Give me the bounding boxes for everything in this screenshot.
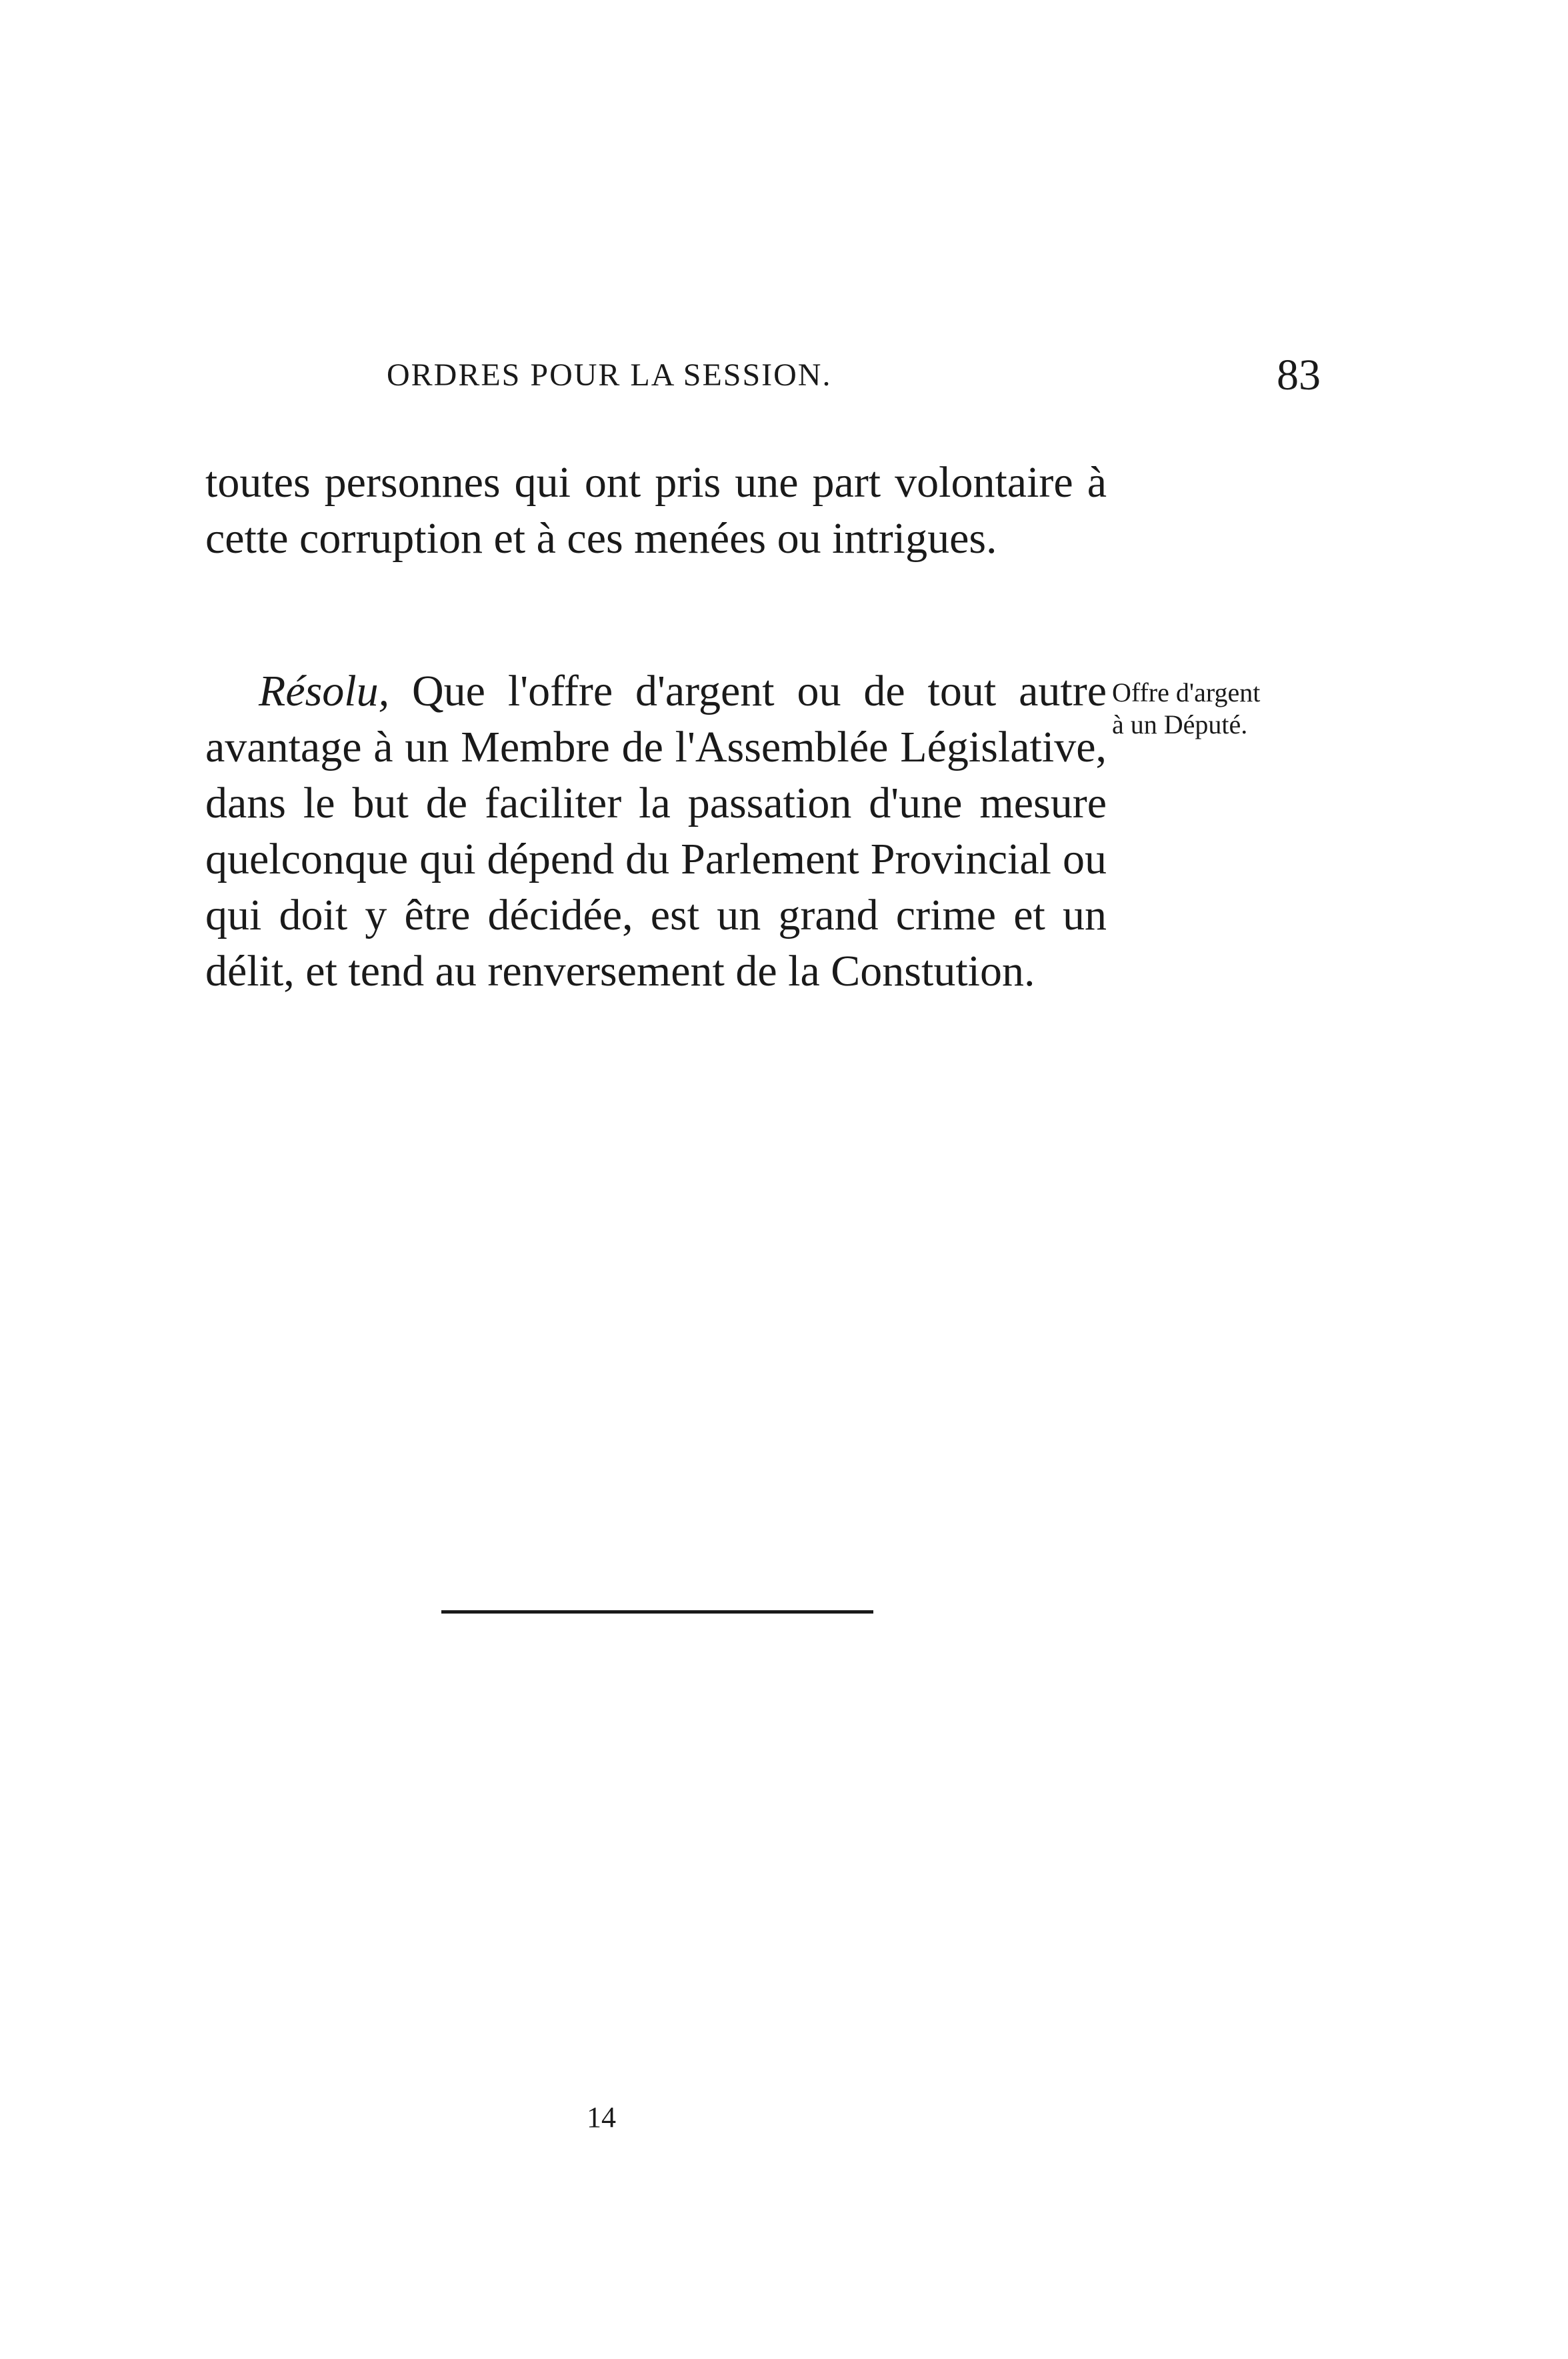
horizontal-rule	[441, 1610, 873, 1614]
running-title: ORDRES POUR LA SESSION.	[387, 357, 832, 393]
marginal-note	[1112, 677, 1332, 741]
signature-mark: 14	[587, 2101, 616, 2134]
page-number: 83	[1277, 351, 1321, 399]
marginal-note-line-1: Offre d'argent	[1112, 677, 1261, 707]
marginal-note-line-2: à un Député.	[1112, 709, 1248, 739]
resolved-keyword: Résolu,	[259, 667, 390, 715]
resolution-text: Que l'offre d'argent ou de tout autre avantage à un Membre de l'Assemblée Législative, dans le but de faciliter la passation d'une mesure quelconque qui dépend du Parlement Provincial ou qui doit y être décidée, est un grand crime et un délit, et tend au renversement de la Constution.	[205, 667, 1107, 995]
paragraph-resolution	[205, 663, 1107, 999]
paragraph-continuation: toutes personnes qui ont pris une part volontaire à cette corruption et à ces menées ou intrigues.	[205, 458, 1107, 563]
